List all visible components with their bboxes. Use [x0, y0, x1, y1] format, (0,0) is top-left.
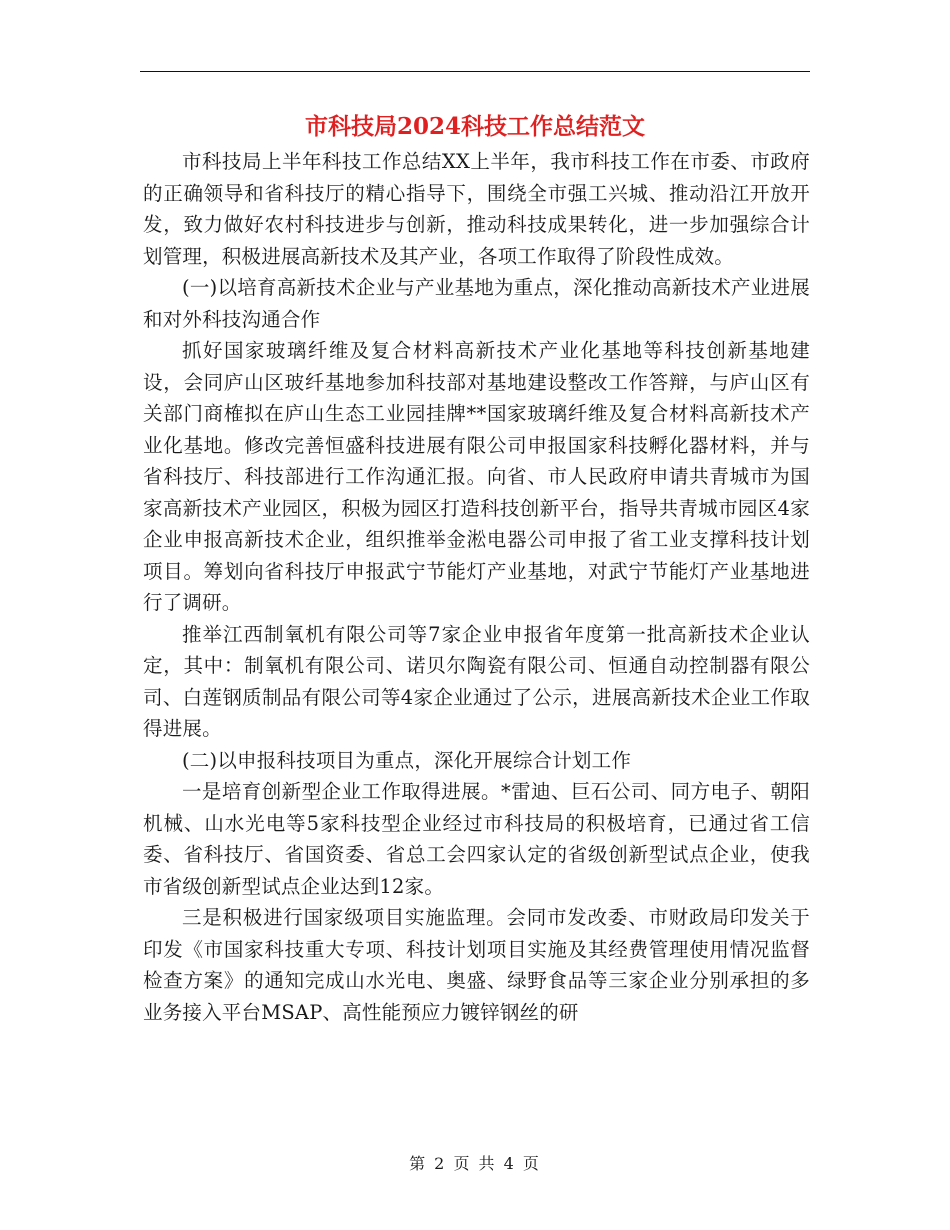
- paragraph: 推举江西制氧机有限公司等7家企业申报省年度第一批高新技术企业认定，其中：制氧机有限公司、诺贝尔陶瓷有限公司、恒通自动控制器有限公司、白莲钢质制品有限公司等4家企业通过了公示，进展高新技术企业工作取得进展。: [143, 622, 810, 740]
- paragraph: 市科技局上半年科技工作总结XX上半年，我市科技工作在市委、市政府的正确领导和省科技厅的精心指导下，围绕全市强工兴城、推动沿江开放开发，致力做好农村科技进步与创新，推动科技成果转化，进一步加强综合计划管理，积极进展高新技术及其产业，各项工作取得了阶段性成效。: [143, 150, 810, 268]
- paragraph: 三是积极进行国家级项目实施监理。会同市发改委、市财政局印发关于印发《市国家科技重大专项、科技计划项目实施及其经费管理使用情况监督检查方案》的通知完成山水光电、奥盛、绿野食品等三家企业分别承担的多业务接入平台MSAP、高性能预应力镀锌钢丝的研: [143, 906, 810, 1024]
- section-heading: (一)以培育高新技术企业与产业基地为重点，深化推动高新技术产业进展和对外科技沟通合作: [143, 276, 810, 331]
- paragraph: 一是培育创新型企业工作取得进展。*雷迪、巨石公司、同方电子、朝阳机械、山水光电等5家科技型企业经过市科技局的积极培育，已通过省工信委、省科技厅、省国资委、省总工会四家认定的省级创新型试点企业，使我市省级创新型试点企业达到12家。: [143, 780, 810, 898]
- page-number-footer: 第 2 页 共 4 页: [409, 1154, 541, 1173]
- document-title: 市科技局2024科技工作总结范文: [304, 113, 645, 140]
- document-body: [143, 146, 810, 1028]
- header-rule: [140, 71, 810, 72]
- paragraph: 抓好国家玻璃纤维及复合材料高新技术产业化基地等科技创新基地建设，会同庐山区玻纤基地参加科技部对基地建设整改工作答辩，与庐山区有关部门商榷拟在庐山生态工业园挂牌**国家玻璃纤维及复合材料高新技术产业化基地。修改完善恒盛科技进展有限公司申报国家科技孵化器材料，并与省科技厅、科技部进行工作沟通汇报。向省、市人民政府申请共青城市为国家高新技术产业园区，积极为园区打造科技创新平台，指导共青城市园区4家企业申报高新技术企业，组织推举金淞电器公司申报了省工业支撑科技计划项目。筹划向省科技厅申报武宁节能灯产业基地，对武宁节能灯产业基地进行了调研。: [143, 339, 810, 614]
- section-heading: (二)以申报科技项目为重点，深化开展综合计划工作: [182, 748, 632, 772]
